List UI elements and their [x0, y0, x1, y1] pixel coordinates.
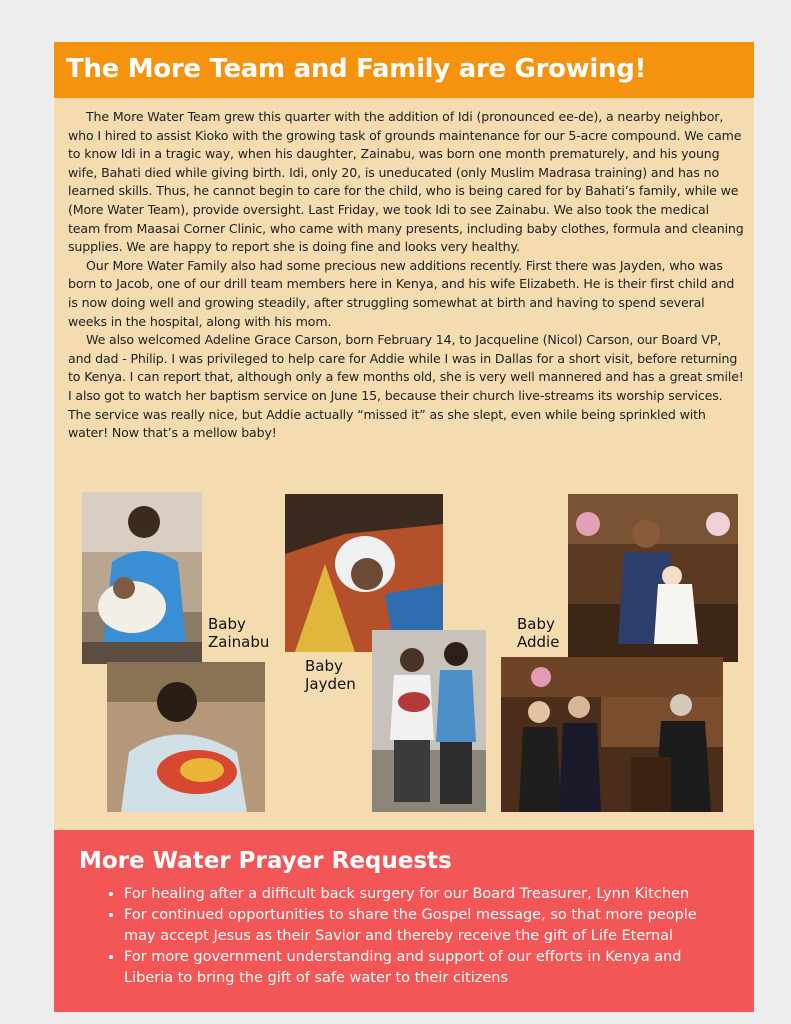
prayer-requests-list [106, 884, 724, 989]
newsletter-page [54, 42, 754, 1012]
prayer-requests-title: More Water Prayer Requests [79, 848, 452, 874]
prayer-requests-section [54, 830, 754, 1012]
caption-baby-jayden: Baby Jayden [305, 657, 356, 693]
story-text [68, 108, 744, 443]
photo-baptism-service [501, 657, 723, 812]
photo-woman-with-baby [107, 662, 265, 812]
prayer-item: • For more government understanding and support of our efforts in Kenya and Liberia to bring the gift of safe water to their citizens [124, 947, 724, 989]
caption-baby-addie: Baby Addie [517, 615, 560, 651]
story-paragraph-1: The More Water Team grew this quarter with the addition of Idi (pronounced ee-de), a nearby neighbor, who I hired to assist Kioko with the growing task of grounds maintenance for our 5-acre compound. We came to know Idi in a tragic way, when his daughter, Zainabu, was born one month prematurely, and his young wife, Bahati died while giving birth. Idi, only 20, is uneducated (only Muslim Madrasa training) and has no learned skills. Thus, he cannot begin to care for the child, who is being cared for by Bahati’s family, while we (More Water Team), provide oversight. Last Friday, we took Idi to see Zainabu. We also took the medical team from Maasai Corner Clinic, who came with many presents, including baby clothes, formula and cleaning supplies. We are happy to report she is doing fine and looks very healthy. [68, 109, 744, 255]
prayer-item: • For healing after a difficult back surgery for our Board Treasurer, Lynn Kitchen [124, 884, 724, 905]
caption-baby-zainabu: Baby Zainabu [208, 615, 270, 651]
prayer-item: • For continued opportunities to share the Gospel message, so that more people may accept Jesus as their Savior and thereby receive the gift of Life Eternal [124, 905, 724, 947]
photo-addie-gown [568, 494, 738, 662]
photo-jayden-family [372, 630, 486, 812]
story-paragraph-2: Our More Water Family also had some precious new additions recently. First there was Jayden, who was born to Jacob, one of our drill team members here in Kenya, and his wife Elizabeth. He is their first child and is now doing well and growing steadily, after struggling somewhat at birth and having to spend several weeks in the hospital, along with his mom. [68, 257, 735, 329]
photo-baby-jayden-wrapped [285, 494, 443, 652]
photo-idi-with-baby [82, 492, 202, 664]
page-title: The More Team and Family are Growing! [66, 54, 647, 84]
section-header [54, 42, 754, 98]
story-paragraph-3: We also welcomed Adeline Grace Carson, born February 14, to Jacqueline (Nicol) Carson, our Board VP, and dad - Philip. I was privileged to help care for Addie while I was in Dallas for a short visit, before returning to Kenya. I can report that, although only a few months old, she is very well mannered and has a great smile! I also got to watch her baptism service on June 15, because their church live-streams its worship services. The service was really nice, but Addie actually “missed it” as she slept, even while being sprinkled with water! Now that’s a mellow baby! [68, 332, 744, 441]
